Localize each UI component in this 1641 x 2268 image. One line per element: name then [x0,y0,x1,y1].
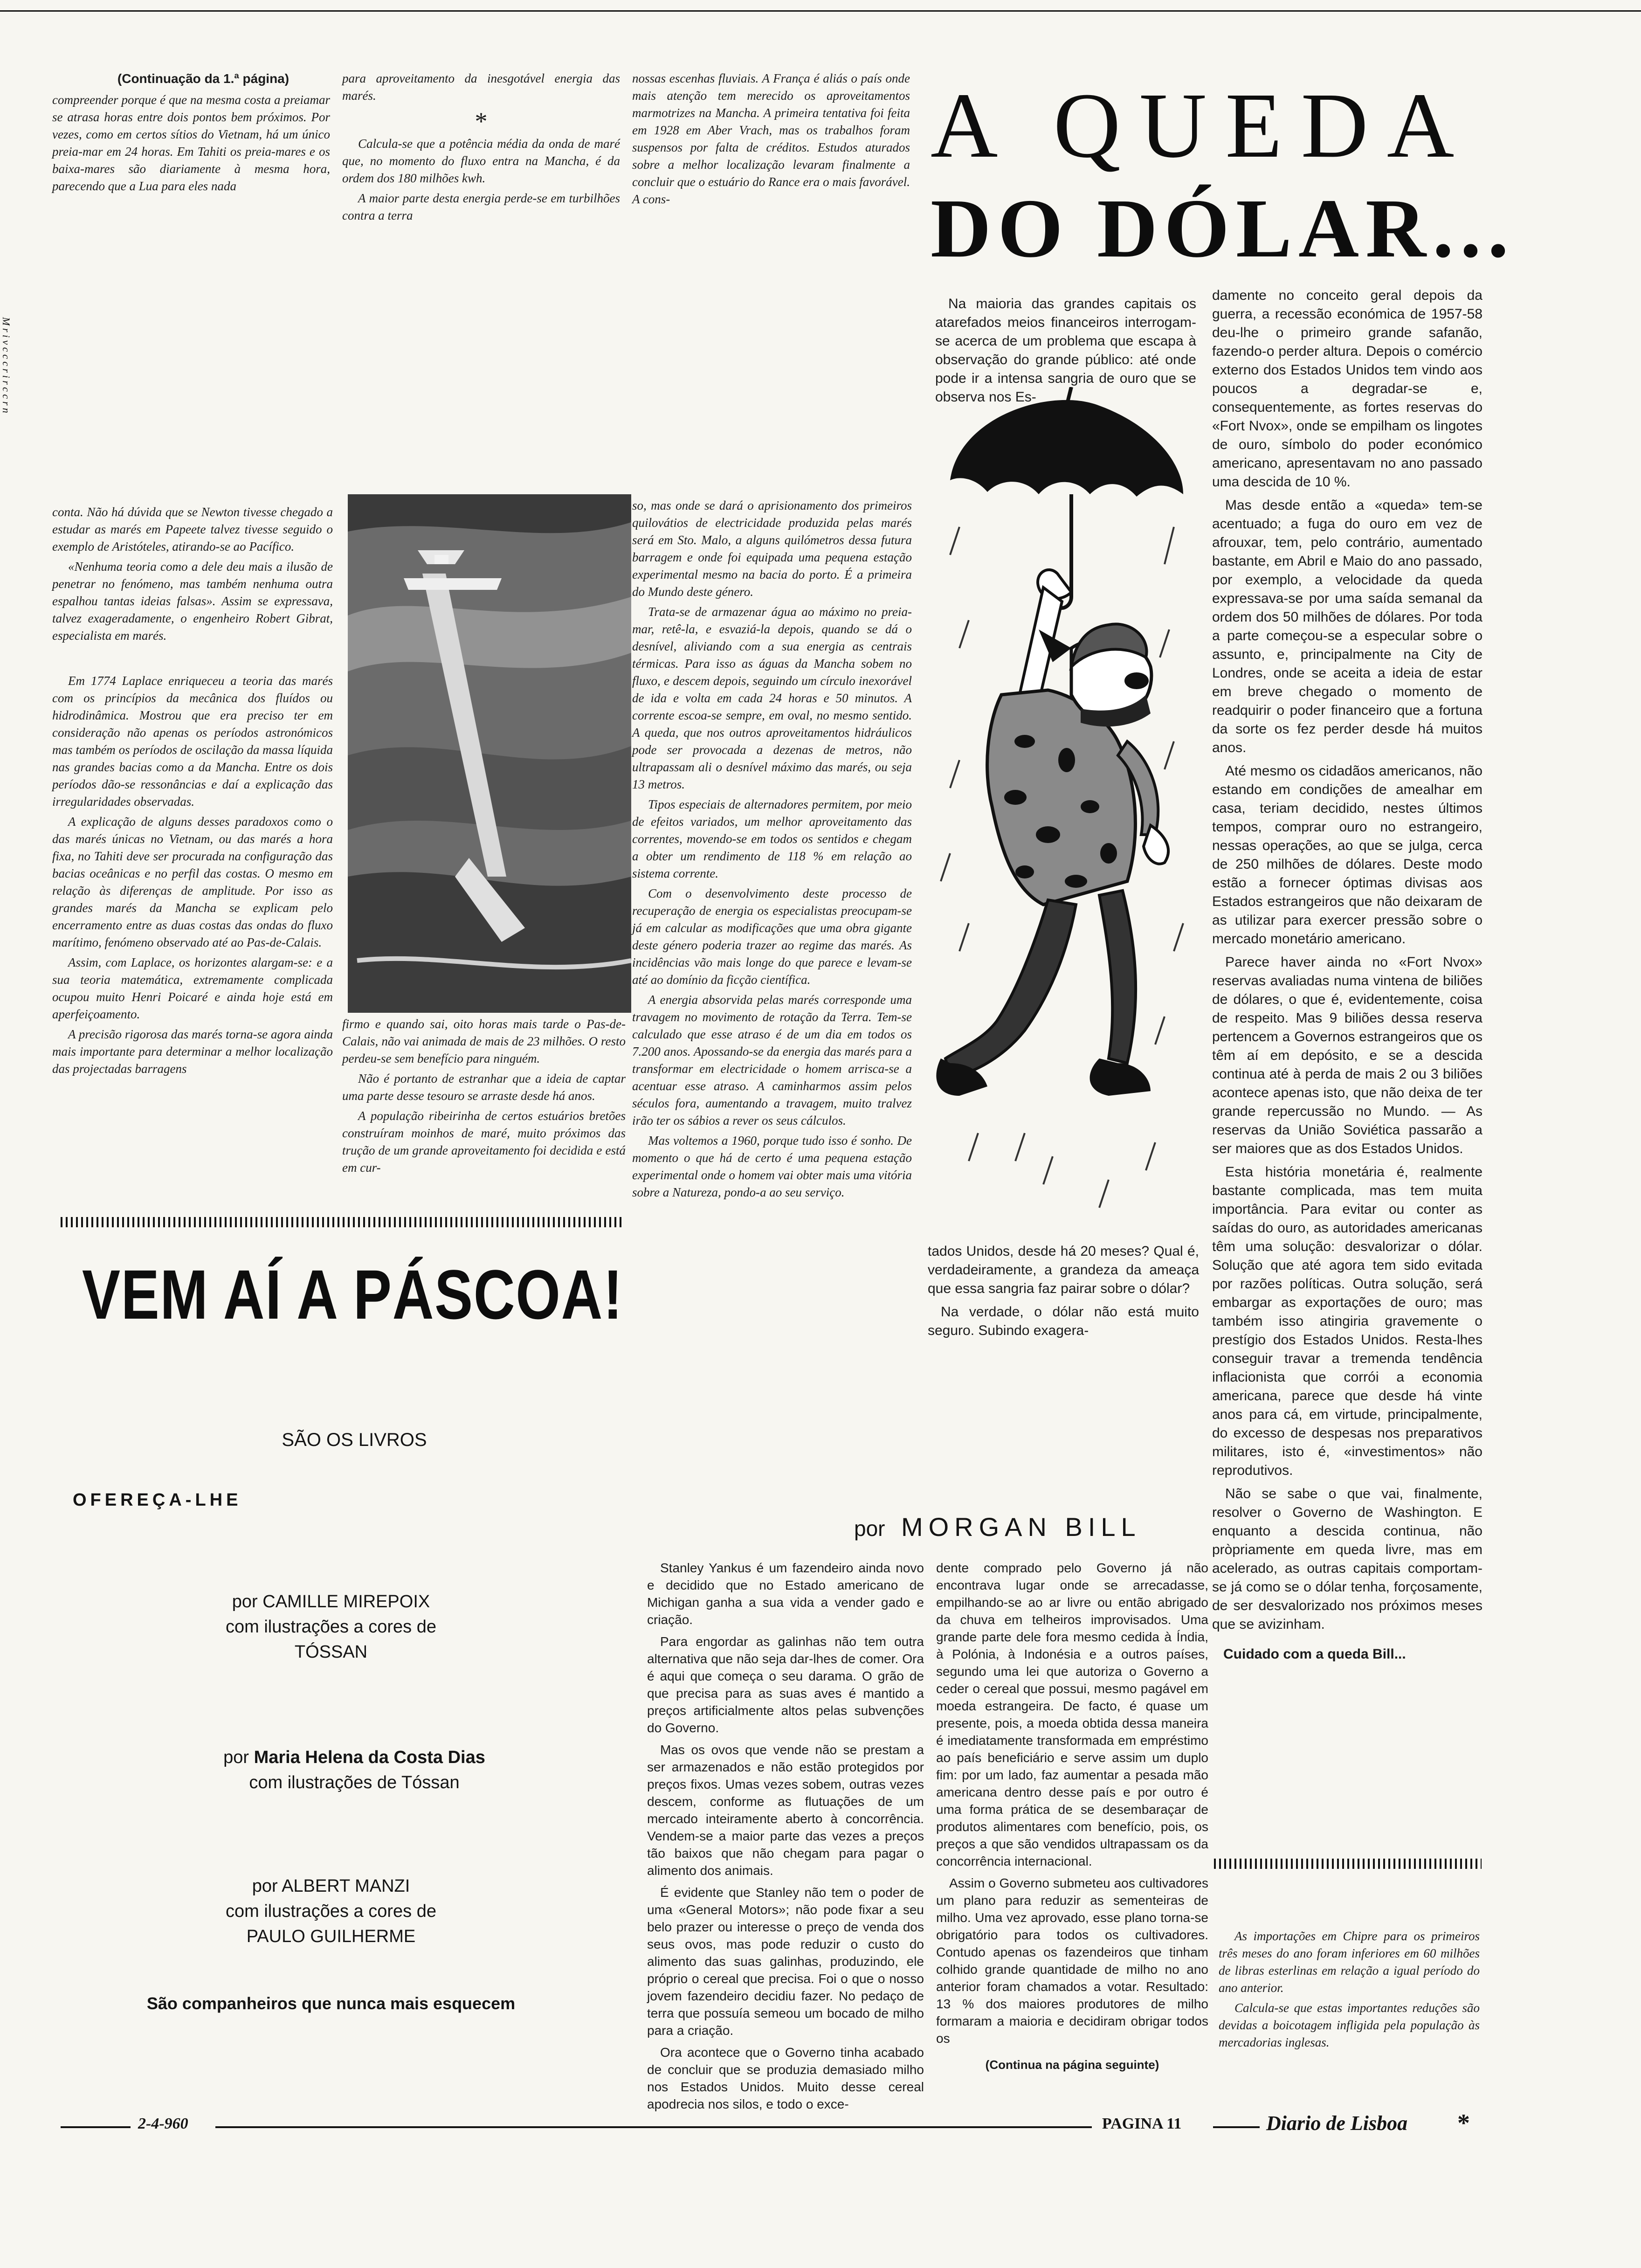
separator-rule [61,1217,625,1227]
paragraph: A maior parte desta energia perde-se em turbilhões contra a terra [342,191,620,222]
byline-por: por [854,1516,885,1541]
book2-por: por [223,1748,249,1767]
paragraph: A população ribeirinha de certos estuários bretões construíram moinhos de maré, muito próximos das trução de um grande aproveitamento foi decidida e está em cur- [342,1109,626,1175]
headline-line1: A QUEDA [931,74,1473,177]
book3-artist: PAULO GUILHERME [246,1927,416,1946]
paragraph: A explicação de alguns desses paradoxos como o das marés únicas no Vietnam, ou das marés a hora fixa, no Tahiti deve ser procurada na configuração das bacias oceânicas e no perfil das costas. O mesmo em relação às diferenças de amplitude. Por isso as grandes marés da Mancha se explicam pelo encerramento entre as duas costas das ondas do fluxo marítimo, fenómeno observado até ao Pas-de-Calais. [52,815,333,949]
paragraph: conta. Não há dúvida que se Newton tivesse chegado a estudar as marés em Papeete talvez tivesse seguido o exemplo de Aristóteles, atirando-se ao Pacífico. [52,505,333,553]
umbrella-man-illustration [931,387,1193,1231]
tidal-photo [348,494,631,1013]
book1-author: por CAMILLE MIREPOIX [232,1592,430,1611]
footer-star: * [1457,2109,1470,2137]
paragraph: Em 1774 Laplace enriqueceu a teoria das marés com os princípios da mecânica dos fluídos ou hidrodinâmica. Mostrou que era preciso ter em consideração não apenas os períodos astronómicos mas também os períodos de oscilação da massa líquida nas grandes bacias como a da Mancha. Entre os dois períodos dão-se ressonâncias e daí a explicação das irregularidades observadas. [52,674,333,809]
book2-illustrations: com ilustrações de Tóssan [249,1773,460,1792]
separator-rule-right [1214,1859,1482,1869]
umbrella-man-icon [931,387,1193,1231]
paragraph: damente no conceito geral depois da guerra, a recessão económica de 1957-58 deu-lhe o primeiro grande safanão, fazendo-o perder altura. Depois o comércio externo dos Estados Unidos tem vindo aos poucos a degradar-se e, consequentemente, as fortes reservas do «Fort Nvox», onde se empilham os lingotes de ouro, símbolo do poder económico americano, apresentavam no ano passado uma descida de 10 %. [1212,288,1482,490]
paragraph: É evidente que Stanley não tem o poder de uma «General Motors»; não pode fixar a seu belo prazer ou interesse o preço de venda dos seus ovos, mas pode reduzir o custo do alimento das suas galinhas, produzindo, ele próprio o cereal que precisa. Foi o que o nosso jovem fazendeiro decidiu fazer. No pedaço de terra que possuía semeou um bocado de milho para a criação. [647,1885,924,2038]
footer-masthead: Diario de Lisboa [1266,2112,1408,2135]
footer-date: 2-4-960 [138,2115,188,2132]
col2-mid [342,1016,626,1179]
paragraph: Mas desde então a «queda» tem-se acentuado; a fuga do ouro em vez de afrouxar, tem, pelo contrário, aumentado bastante, em Abril e Maio do ano passado, por exemplo, a velocidade da queda expressava-se por uma saída semanal da ordem dos 50 milhões de dólares. Por toda a parte começou-se a especular sobre o assunto, e, principalmente na City de Londres, onde se aceita a ideia de estar em breve chegado o momento de readquirir o poder financeiro que a fortuna da sorte os fez perder desde há muitos anos. [1212,498,1482,755]
paragraph: so, mas onde se dará o aprisionamento dos primeiros quilovátios de electricidade produzida pelas marés será em Sto. Malo, a alguns quilómetros dessa futura barragem e onde foi equipada uma pequena estação experimental mesmo na bacia do porto. É a primeira do Mundo deste género. [632,498,912,599]
paragraph: «Nenhuma teoria como a dele deu mais a ilusão de penetrar no fenómeno, mas também nenhuma outra espalhou tantas ideias falsas». Assim se expressava, talvez exageradamente, o engenheiro Robert Gibrat, especialista em marés. [52,560,333,643]
col1-top [52,91,330,198]
paragraph: Mas os ovos que vende não se prestam a ser armazenados e não estão protegidos por preços fixos. Umas vezes sobem, outras vezes descem, conforme as flutuações de um mercado inteiramente aberto à concorrência. Vendem-se a maior parte das vezes a preços tão baixos que não chegam para pagar o alimento dos animais. [647,1742,924,1878]
paragraph: Para engordar as galinhas não tem outra alternativa que não seja dar-lhes de comer. Ora é aqui que começa o seu darama. O grão de que precisa para as suas aves é mantido a preços artificialmente altos pelas subvenções do Governo. [647,1634,924,1735]
paragraph: Na maioria das grandes capitais os atarefados meios financeiros interrogam-se acerca de um problema que escapa à observação do grande público: até onde pode ir a intensa sangria de ouro que se observa nos Es- [935,296,1196,405]
paragraph: dente comprado pelo Governo já não encontrava lugar onde se arrecadasse, empilhando-se ao ar livre ou então abrigado da chuva em telheiros improvisados. Uma grande parte dele fora mesmo cedida à Índia, à Polónia, à Indonésia e a outros países, segundo uma lei que autoriza o Governo a ceder o cereal que possui, mesmo pagável em moeda estrangeira. De facto, é quase um presente, pois, a moeda obtida dessa maneira é imediatamente transformada em empréstimo ao país beneficiário e serve assim um duplo fim: por um lado, faz aumentar a pesada mão americana dentro desse país e por outro é uma forma prática de se desembaraçar de produtos alimentares com benefício, pois, os preços a que são vendidos ultrapassam os da concorrência internacional. [936,1561,1208,1868]
paragraph: Até mesmo os cidadãos americanos, não estando em condições de amealhar em casa, teriam decidido, nestes últimos tempos, comprar ouro no estrangeiro, nessas operações, ao que se julga, cerca de 250 milhões de dólares. Deste modo estão a fornecer óptimas divisas aos Estados estrangeiros que não deixaram de as utilizar para exercer pressão sobre o mercado monetário americano. [1212,763,1482,947]
footer-rule-mid [215,2126,1092,2128]
byline [854,1512,1141,1542]
cyprus-brief [1219,1928,1480,2054]
paragraph: A energia absorvida pelas marés corresponde uma travagem no movimento de rotação da Terra. Tem-se calculado que esse atraso é de um dia em todos os 7.200 anos. Apossando-se da energia das marés para a transformar em electricidade o homem arrisca-se a acentuar esse atraso. A caminharmos assim pelos séculos fora, aumentando a travagem, muito tralvez irão ter os sábios a rever os seus cálculos. [632,993,912,1127]
article-right [1212,286,1482,1668]
book3-illustrations: com ilustrações a cores de [226,1902,436,1921]
book2-author [154,1748,555,1768]
col3-mid [632,497,912,1204]
top-rule [0,10,1641,12]
ad-tagline: São companheiros que nunca mais esquecem [146,1994,516,2013]
ad-ofereca: OFEREÇA-LHE [73,1490,242,1510]
ad-sao-os-livros: SÃO OS LIVROS [282,1430,427,1450]
closing-line: Cuidado com a queda Bill... [1223,1646,1406,1662]
paragraph: Ora acontece que o Governo tinha acabado de concluir que se produzia demasiado milho nos Estados Unidos. Muito desse cereal apodrecia nos silos, e todo o exce- [647,2045,924,2111]
col1-mid [52,504,333,1080]
paragraph: Não é portanto de estranhar que a ideia de captar uma parte desse tesouro se arraste desde há anos. [342,1072,626,1103]
paragraph: Com o desenvolvimento deste processo de recuperação de energia os especialistas preocupam-se já em calcular as modificações que uma obra gigante deste género poderia trazer ao regime das marés. As incidências vão mais longe do que parece e levam-se até ao domínio da ficção científica. [632,886,912,987]
paragraph: Mas voltemos a 1960, porque tudo isso é sonho. De momento o que há de certo é uma pequena estação experimental onde o homem vai obter mais uma vitória sobre a Natureza, pondo-a ao seu serviço. [632,1134,912,1199]
paragraph: compreender porque é que na mesma costa a preiamar se atrasa horas entre dois pontos bem próximos. Por vezes, como em certos sítios do Vietnam, há um único preia-mar em 24 horas. Em Tahiti os preia-mares e os baixa-mares são diariamente à mesma hora, parecendo que a Lua para eles nada [52,93,330,193]
article-left-bottom [928,1242,1199,1345]
byline-name: MORGAN BILL [901,1512,1141,1542]
paragraph: Calcula-se que estas importantes reduções são devidas a boicotagem infligida pela população às mercadorias inglesas. [1219,2001,1480,2049]
paragraph: firmo e quando sai, oito horas mais tarde o Pas-de-Calais, não vai animada de mais de 23 milhões. O resto perdeu-se sem benefício para ninguém. [342,1017,626,1065]
book1-artist: TÓSSAN [294,1642,368,1662]
footer-page: PAGINA 11 [1102,2115,1182,2132]
paragraph: Assim, com Laplace, os horizontes alargam-se: e a sua teoria matemática, extremamente complicada ocupou muito Henri Poicaré e ainda hoje está em aperfeiçoamento. [52,955,333,1021]
col2-top [342,70,620,227]
book2-name: Maria Helena da Costa Dias [254,1748,485,1767]
asterisk: * [475,107,488,135]
paragraph: para aproveitamento da inesgotável energia das marés. [342,71,620,103]
paragraph: Parece haver ainda no «Fort Nvox» reservas avaliadas numa vintena de biliões de dólares, o que é, evidentemente, coisa de respeito. Mas 9 biliões dessa reserva pertencem a Governos estrangeiros que os têm aí em depósito, e se a descida continua até à perda de mais 2 ou 3 biliões acontece apenas isto, que não deixa de ter grande repercussão no Mundo. — As reservas da União Soviética passarão a ser maiores que as dos Estados Unidos. [1212,954,1482,1156]
paragraph: Na verdade, o dólar não está muito seguro. Subindo exagera- [928,1304,1199,1338]
col3-top [632,70,910,211]
bill-col2 [936,1559,1208,2078]
continuation-header: (Continuação da 1.ª página) [117,71,290,86]
paragraph: tados Unidos, desde há 20 meses? Qual é, verdadeiramente, a grandeza da ameaça que essa sangria faz pairar sobre o dólar? [928,1244,1199,1296]
paragraph: nossas escenhas fluviais. A França é aliás o país onde mais atenção tem merecido os aproveitamentos marmotrizes na Mancha. A primeira tentativa foi feita em 1928 em Aber Vrach, mas os trabalhos foram suspensos por falta de créditos. Estudos aturados sobre a melhor localização levaram finalmente a concluir que o estuário do Rance era o mais favorável. A cons- [632,71,910,206]
paragraph: Tipos especiais de alternadores permitem, por meio de efeitos variados, um melhor aproveitamento das correntes, movendo-se em todos os sentidos e chegam a obter um rendimento de 118 % em relação ao sistema corrente. [632,797,912,880]
continua: (Continua na página seguinte) [985,2058,1159,2072]
headline-line2: DO DÓLAR... [931,182,1516,275]
paragraph: Stanley Yankus é um fazendeiro ainda novo e decidido que no Estado americano de Michigan ganha a sua vida a vender gado e criação. [647,1561,924,1627]
margin-fragment: M r i v c c c r i r c c r n [0,317,12,413]
footer-rule-right [1213,2126,1260,2128]
bill-col1 [647,1559,924,2117]
paragraph: Esta história monetária é, realmente bastante complicada, mas tem muita importância. Para evitar ou conter as saídas do ouro, as autoridades americanas têm uma solução: desvalorizar o dólar. Solução que até agora tem sido evitada por razões políticas. Outra solução, será embargar as exportações de ouro; mas também isso atingiria gravemente o prestígio dos Estados Unidos. Resta-lhes conseguir travar a tremenda tendência inflacionista que corrói a economia americana, parece que desde há vinte anos para cá, em virtude, principalmente, do excesso de despesas nos preparativos militares, isto é, «investimentos» não reprodutivos. [1212,1164,1482,1478]
footer-rule-left [61,2126,131,2128]
paragraph: Não se sabe o que vai, finalmente, resolver o Governo de Washington. E enquanto a descida continua, não pròpriamente em queda livre, mas em acelerado, as outras capitais comportam-se já como se o dólar tenha, forçosamente, de ser desvalorizado nos próximos meses que se avizinham. [1212,1486,1482,1632]
paragraph: A precisão rigorosa das marés torna-se agora ainda mais importante para determinar a melhor localização das projectadas barragens [52,1027,333,1076]
paragraph: Assim o Governo submeteu aos cultivadores um plano para reduzir as sementeiras de milho. Uma vez aprovado, esse plano torna-se obrigatório para todos os cultivadores. Contudo apenas os fazendeiros que tinham colhido grande quantidade de milho no ano anterior foram chamados a votar. Resultado: 13 % dos maiores produtores de milho formaram a maioria e decidiram obrigar todos os [936,1876,1208,2046]
paragraph: Trata-se de armazenar água ao máximo no preia-mar, retê-la, e esvaziá-la depois, quando se dá o desnível, aliviando com a sua energia as centrais térmicas. Para isso as águas da Mancha sobem no fluxo, e descem depois, seguindo um círculo inexorável de ida e volta em cada 24 horas e 50 minutos. A corrente escoa-se sempre, em oval, no mesmo sentido. A queda, que nos outros aproveitamentos hidráulicos pode ser provocada a dezenas de metros, não ultrapassam ali o desnível máximo das marés, ou seja 13 metros. [632,605,912,791]
paragraph: As importações em Chipre para os primeiros três meses do ano foram inferiores em 60 milhões de libras esterlinas em relação a igual período do ano anterior. [1219,1929,1480,1995]
ad-title: VEM AÍ A PÁSCOA! [82,1255,623,1334]
book1-illustrations: com ilustrações a cores de [226,1617,436,1637]
book3-author: por ALBERT MANZI [252,1876,410,1896]
paragraph: Calcula-se que a potência média da onda de maré que, no momento do fluxo entra na Mancha, é da ordem dos 180 milhões kwh. [342,137,620,185]
tidal-photo-image [348,494,631,1013]
